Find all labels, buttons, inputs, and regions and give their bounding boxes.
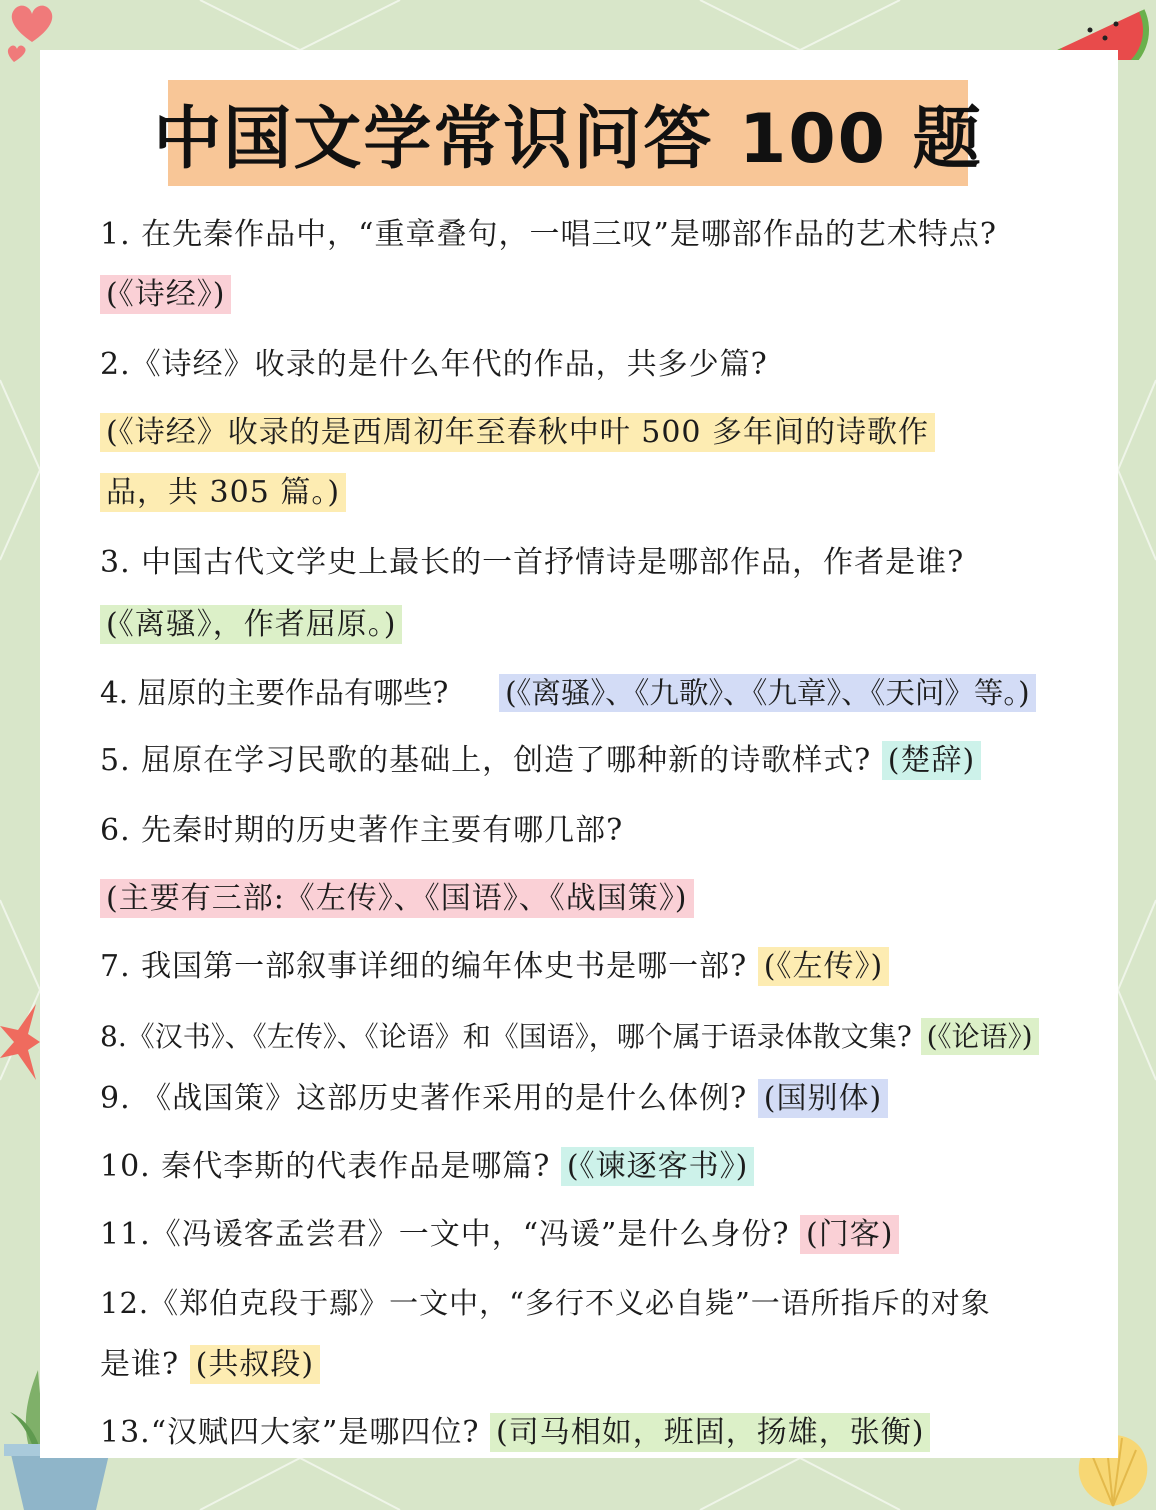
answer-text: 品，共 305 篇。) xyxy=(100,473,346,512)
answer-text: (《左传》) xyxy=(758,947,889,986)
question-3 xyxy=(100,542,964,584)
question-8 xyxy=(100,1016,1039,1058)
answer-text: (《论语》) xyxy=(921,1018,1039,1055)
question-text: 13.“汉赋四大家”是哪四位? xyxy=(100,1415,491,1450)
answer-2-line-1 xyxy=(100,412,935,454)
question-text: 4. 屈原的主要作品有哪些? xyxy=(100,676,449,710)
answer-text: (国别体) xyxy=(758,1079,888,1118)
answer-text: (门客) xyxy=(800,1215,899,1254)
question-text: 3. 中国古代文学史上最长的一首抒情诗是哪部作品，作者是谁? xyxy=(100,545,965,580)
answer-1-line xyxy=(100,274,231,316)
question-9 xyxy=(100,1078,888,1120)
answer-text: (《离骚》，作者屈原。) xyxy=(100,605,402,644)
question-5 xyxy=(100,740,981,782)
answer-3-line xyxy=(100,604,402,646)
question-6 xyxy=(100,810,623,852)
answer-text: (《离骚》、《九歌》、《九章》、《天问》等。) xyxy=(499,674,1036,712)
question-text: 2.《诗经》收录的是什么年代的作品，共多少篇? xyxy=(100,347,768,382)
question-text: 12.《郑伯克段于鄢》一文中，“多行不义必自毙”一语所指斥的对象 xyxy=(100,1286,991,1320)
question-text: 7. 我国第一部叙事详细的编年体史书是哪一部? xyxy=(100,949,758,984)
answer-text: (《诗经》) xyxy=(100,275,231,314)
answer-text: (《诗经》收录的是西周初年至春秋中叶 500 多年间的诗歌作 xyxy=(100,413,935,452)
question-12-line-2 xyxy=(100,1344,320,1386)
question-text: 6. 先秦时期的历史著作主要有哪几部? xyxy=(100,813,624,848)
question-7 xyxy=(100,946,889,988)
question-13 xyxy=(100,1412,930,1454)
question-text: 8.《汉书》、《左传》、《论语》和《国语》，哪个属于语录体散文集? xyxy=(100,1020,921,1053)
question-12 xyxy=(100,1282,991,1324)
answer-2-line-2 xyxy=(100,472,346,514)
question-2 xyxy=(100,344,768,386)
answer-text: (《谏逐客书》) xyxy=(561,1147,754,1186)
answer-6-line xyxy=(100,878,694,920)
question-text: 5. 屈原在学习民歌的基础上，创造了哪种新的诗歌样式? xyxy=(100,743,882,778)
question-10 xyxy=(100,1146,754,1188)
page-title: 中国文学常识问答 100 题 xyxy=(153,99,983,179)
answer-text: (楚辞) xyxy=(882,741,981,780)
question-text: 是谁? xyxy=(100,1347,190,1382)
question-text: 10. 秦代李斯的代表作品是哪篇? xyxy=(100,1149,561,1184)
answer-text: (司马相如，班固，扬雄，张衡) xyxy=(490,1413,930,1452)
answer-text: (主要有三部:《左传》、《国语》、《战国策》) xyxy=(100,879,694,918)
content-sheet xyxy=(40,50,1118,1458)
starfish-icon xyxy=(0,1000,44,1084)
question-1 xyxy=(100,214,997,256)
question-text: 9. 《战国策》这部历史著作采用的是什么体例? xyxy=(100,1081,758,1116)
title-banner xyxy=(153,80,983,186)
question-4 xyxy=(100,672,1036,714)
question-text: 1. 在先秦作品中，“重章叠句，一唱三叹”是哪部作品的艺术特点? xyxy=(100,217,997,252)
question-text: 11.《冯谖客孟尝君》一文中，“冯谖”是什么身份? xyxy=(100,1217,801,1252)
question-11 xyxy=(100,1214,899,1256)
answer-text: (共叔段) xyxy=(190,1345,320,1384)
